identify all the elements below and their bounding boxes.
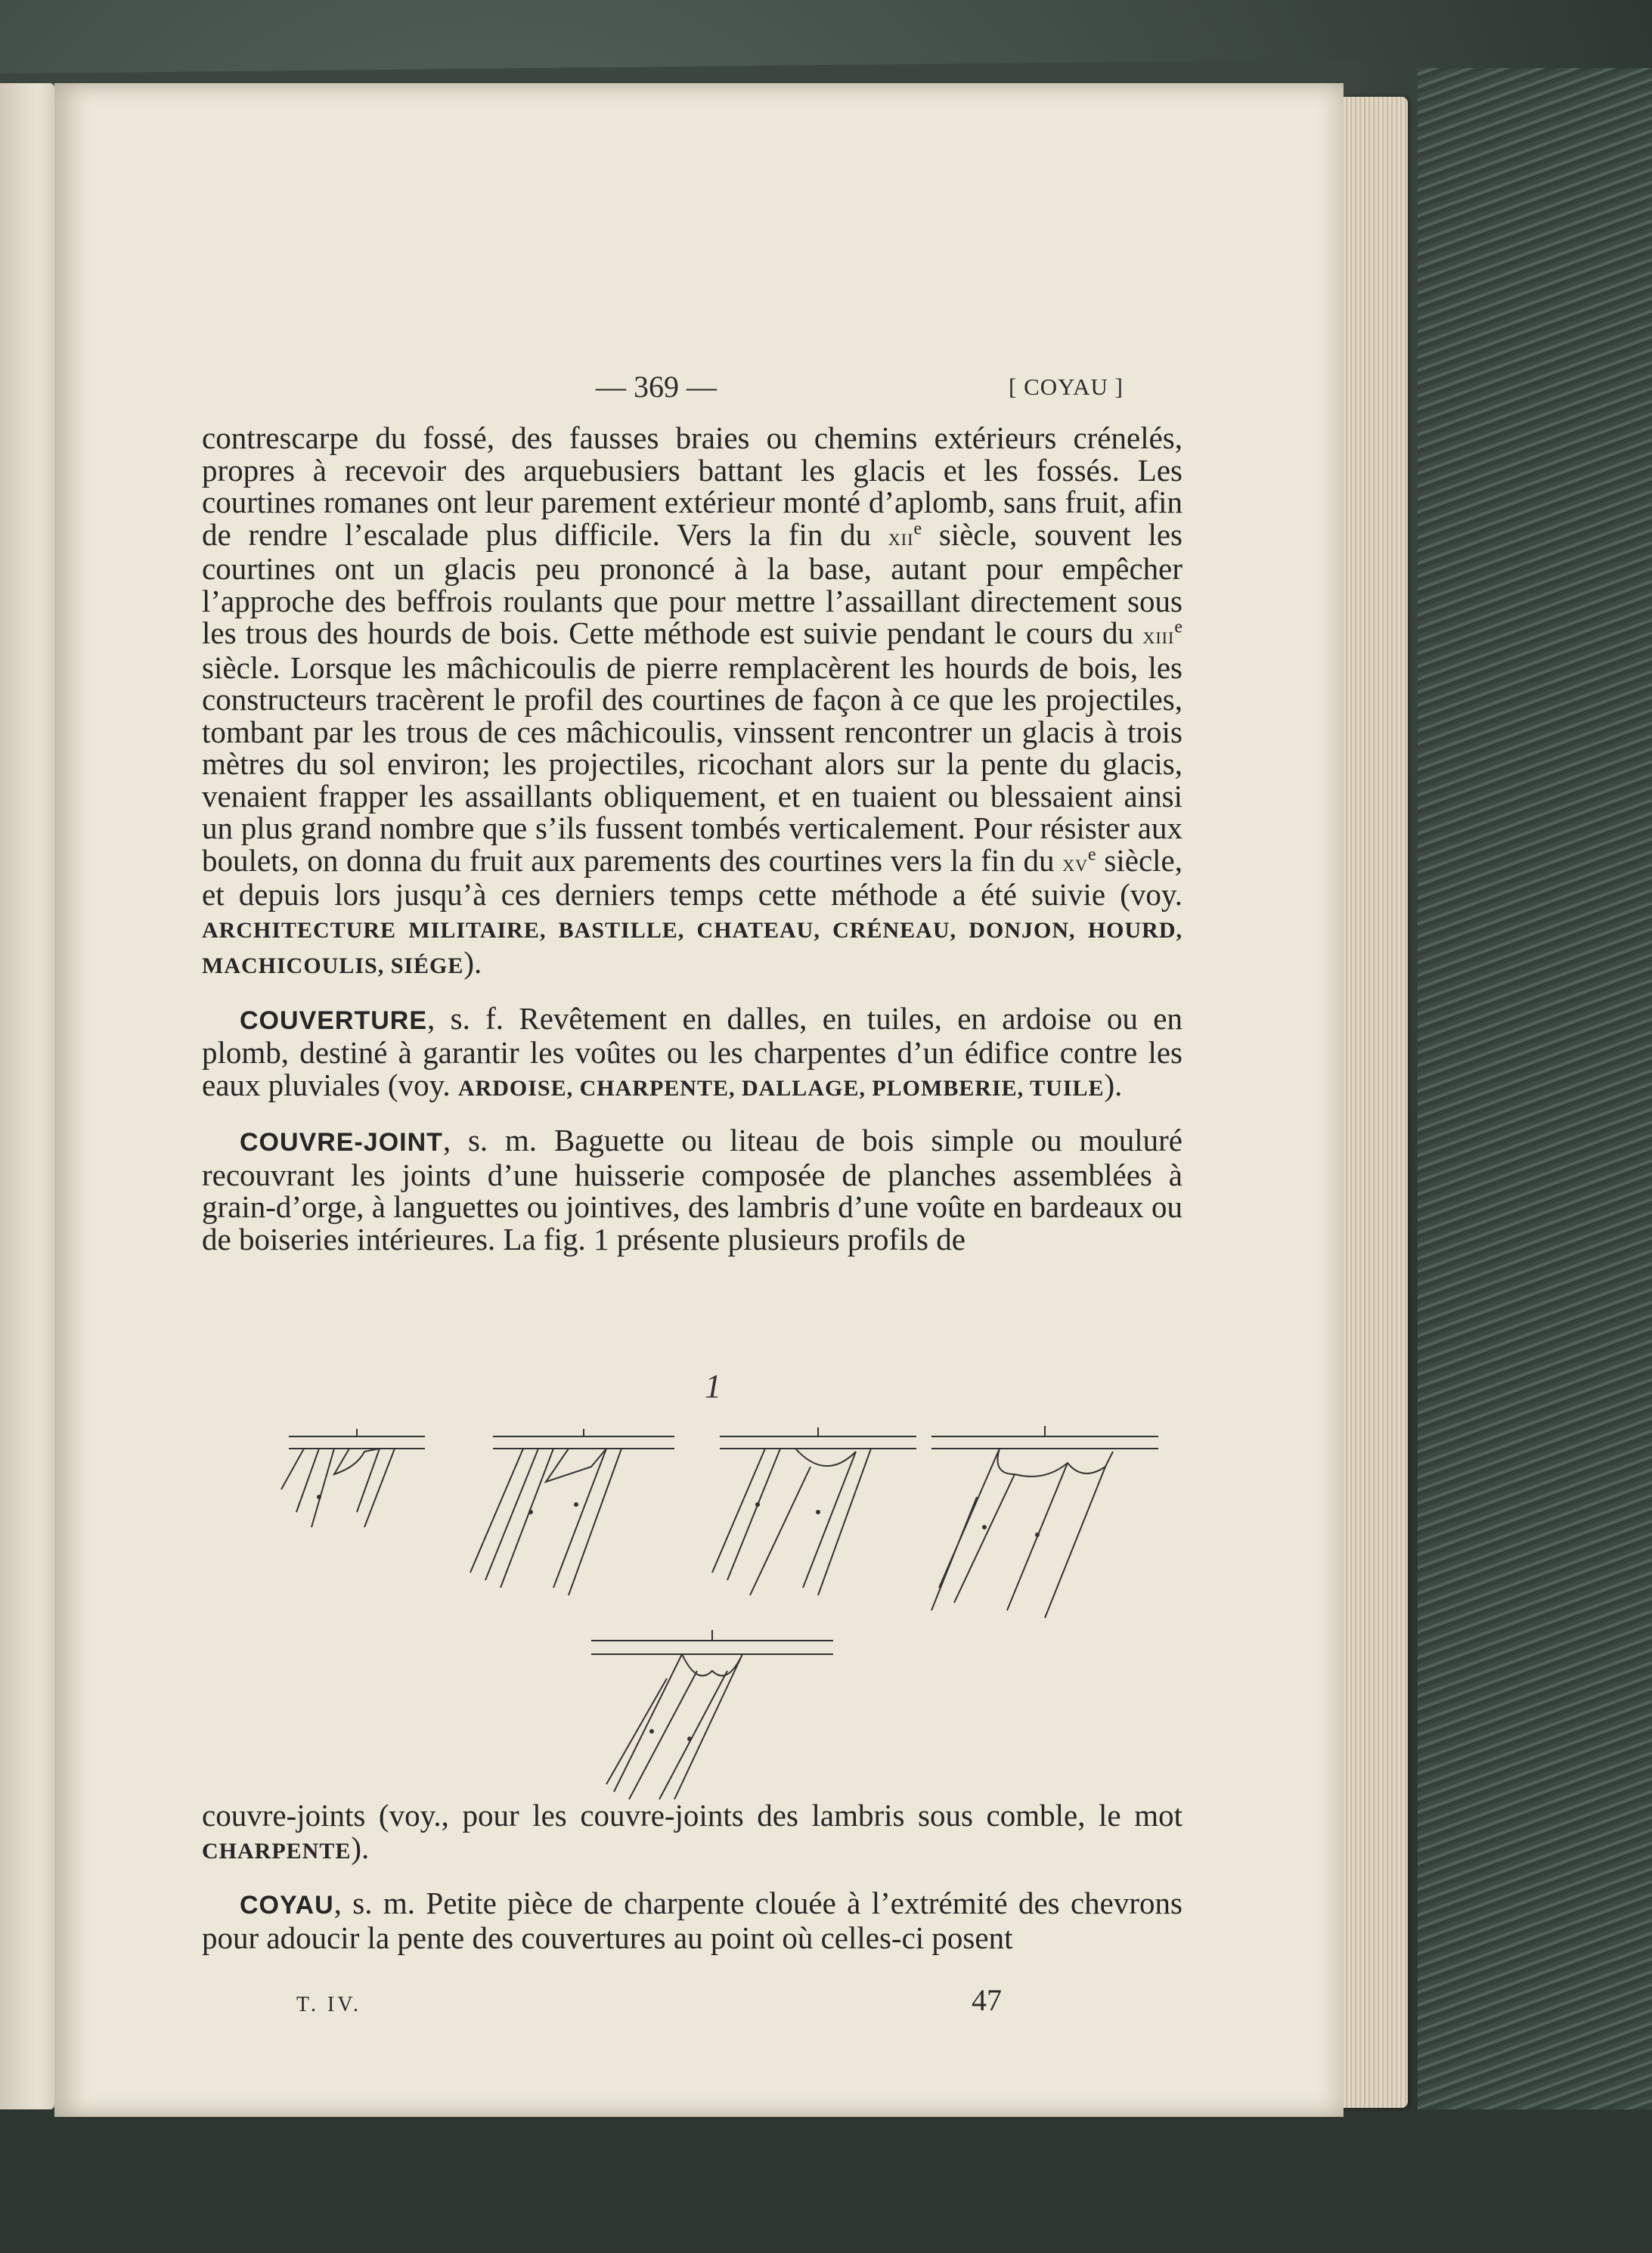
superscript: e — [913, 518, 922, 538]
headword: COYAU — [240, 1891, 334, 1920]
left-page-edge — [0, 83, 54, 2109]
profile-2 — [470, 1429, 674, 1595]
text-segment: ). — [351, 1830, 370, 1865]
text-segment: contrescarpe du fossé, des fausses braies ou chemins extérieurs crénelés, propres à recevoir des arquebusiers battant les glacis et les fossés. Les courtines romanes ont leur parement extérieur monté d’aplomb, sans fruit, afin de rendre l’escalade plus difficile. Vers la fin du — [202, 420, 1182, 552]
entry-coyau — [202, 1887, 1182, 1954]
profile-1 — [281, 1429, 425, 1527]
profile-4 — [931, 1426, 1158, 1618]
text-segment: couvre-joints (voy., pour les couvre-joints des lambris sous comble, le mot — [202, 1798, 1182, 1833]
running-head: [ COYAU ] — [1009, 373, 1124, 400]
gathering-number: 47 — [972, 1983, 1002, 2017]
book-board-right — [1418, 68, 1652, 2109]
paragraph-fortifications — [202, 422, 1182, 983]
page-header — [54, 369, 1344, 414]
entry-couverture — [202, 1000, 1182, 1105]
entry-text: , s. f. Revêtement en dalles, en tuiles, en ardoise ou en plomb, destiné à garantir les voûtes ou les charpentes d’un édifice contre les eaux pluviales (voy. — [202, 1000, 1182, 1102]
profile-3 — [712, 1427, 916, 1595]
superscript: e — [1088, 844, 1096, 864]
figure-couvre-joint-profiles — [274, 1421, 1181, 1799]
cross-references: ARCHITECTURE MILITAIRE, BASTILLE, CHATEAU, CRÉNEAU, DONJON, HOURD, MACHICOULIS, SIÉGE — [202, 917, 1182, 978]
headword: COUVERTURE — [240, 1006, 428, 1035]
superscript: e — [1174, 617, 1182, 637]
headword: COUVRE-JOINT — [240, 1128, 443, 1157]
entry-couvre-joint — [202, 1124, 1182, 1255]
figure-label: 1 — [705, 1368, 721, 1405]
text-segment: siècle. Lorsque les mâchicoulis de pierre remplacèrent les hourds de bois, les constructeurs tracèrent le profil des courtines de façon à ce que les projectiles, tombant par les trous de ces mâchicoulis, vinssent rencontrer un glacis à trois mètres du sol environ; les projectiles, ricochant alors sur la pente du glacis, venaient frapper les assaillants obliquement, et en tuaient ou blessaient ainsi un plus grand nombre que s’ils fussent tombés verticalement. Pour résister aux boulets, on donna du fruit aux parements des courtines vers la fin du — [202, 649, 1182, 878]
text-segment: siècle, et depuis lors jusqu’à ces derniers temps cette méthode a été suivie (voy. — [202, 842, 1182, 912]
book-page — [54, 83, 1344, 2117]
century-numeral: xiii — [1142, 621, 1175, 649]
entry-text: , s. m. Baguette ou liteau de bois simple ou mouluré recouvrant les joints d’une huisserie composée de planches assemblées à grain-d’orge, à languettes ou jointives, des lambris d’une voûte en bardeaux ou de boiseries intérieures. La fig. 1 présente plusieurs profils de — [202, 1123, 1182, 1257]
text-segment: ). — [463, 945, 482, 980]
cross-reference: CHARPENTE — [202, 1838, 352, 1864]
text-segment: siècle, souvent les courtines ont un glacis peu prononcé à la base, autant pour empêcher l’approche des beffrois roulants que pour mettre l’assaillant directement sous les trous des hourds de bois. Cette méthode est suivie pendant le cours du — [202, 516, 1183, 650]
cross-references: ARDOISE, CHARPENTE, DALLAGE, PLOMBERIE, TUILE — [457, 1075, 1105, 1101]
century-numeral: xii — [888, 522, 914, 550]
profile-5 — [591, 1630, 833, 1799]
page-number: — 369 — — [596, 370, 717, 404]
entry-text: , s. m. Petite pièce de charpente clouée à l’extrémité des chevrons pour adoucir la pente des couvertures au point où celles-ci posent — [202, 1886, 1182, 1955]
text-segment: ). — [1104, 1067, 1123, 1102]
paragraph-continuation — [202, 1799, 1182, 1867]
volume-signature: T. IV. — [296, 1993, 361, 2016]
century-numeral: xv — [1062, 848, 1088, 876]
text-after-figure — [202, 1799, 1182, 1954]
main-text — [202, 422, 1182, 1255]
page-edges — [1340, 97, 1408, 2108]
